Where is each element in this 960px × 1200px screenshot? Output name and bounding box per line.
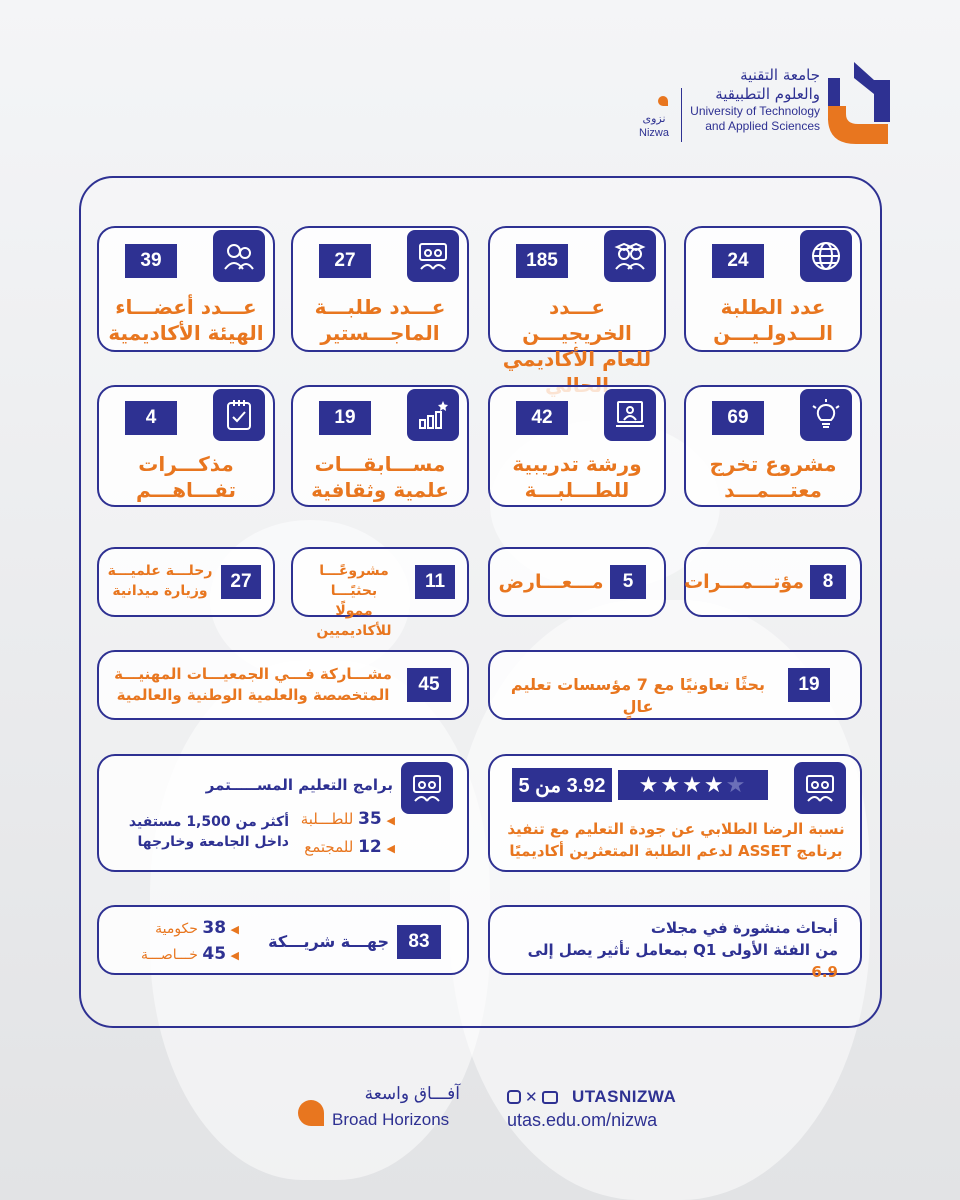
stat-label: رحلـــة علميـــة وزيارة ميدانية (107, 563, 213, 599)
stat-number: 27 (221, 565, 261, 599)
youtube-icon[interactable] (542, 1091, 558, 1104)
slogan-en: Broad Horizons (332, 1110, 450, 1129)
stat-label: مشروع تخرج معتـــمـــد (709, 452, 837, 502)
card-conferences (684, 547, 862, 617)
stat-number: 45 (407, 668, 451, 702)
university-name-en: University of Technology and Applied Sciences (690, 104, 820, 133)
star-icon: ★ (660, 772, 683, 798)
card-masters-students (291, 226, 469, 352)
card-published-research (488, 905, 862, 981)
card-mou (97, 385, 275, 507)
satisfaction-score: 3.92 من 5 (512, 768, 612, 802)
card-exhibitions (488, 547, 666, 617)
star-icon: ★ (725, 772, 748, 798)
satisfaction-text: نسبة الرضا الطلابي عن جودة التعليم مع تنفيذ برنامج ASSET لدعم الطلبة المتعثرين أكاديميًا (507, 820, 845, 860)
x-icon[interactable]: ✕ (525, 1088, 538, 1106)
social-handle[interactable]: UTASNIZWA (572, 1087, 677, 1106)
stat-number: 42 (516, 401, 568, 435)
graduates-icon (604, 230, 656, 282)
arrow-icon: ◀ (386, 814, 395, 827)
continuing-community: ◀ 12 للمجتمع (304, 837, 395, 857)
star-icon: ★ (638, 772, 661, 798)
stat-number: 24 (712, 244, 764, 278)
card-graduation-projects (684, 385, 862, 507)
card-graduates (488, 226, 666, 371)
card-international-students (684, 226, 862, 352)
faculty-icon (213, 230, 265, 282)
continuing-students: ◀ 35 للطـــلبة (300, 809, 395, 829)
stat-number: 19 (788, 668, 830, 702)
slogan-ar: آفـــاق واسعة (364, 1084, 460, 1103)
stat-label: بحثًا تعاونيًا مع 7 مؤسسات تعليم عالٍ (510, 675, 766, 716)
continuing-beneficiaries: أكثر من 1,500 مستفيد داخل الجامعة وخارجها (128, 814, 289, 850)
card-student-satisfaction (488, 754, 862, 872)
partners-government: ◀ 38 حكومية (155, 918, 239, 938)
stat-number: 185 (516, 244, 568, 278)
stat-number: 11 (415, 565, 455, 599)
stat-label: مـــعـــارض (498, 571, 604, 593)
arrow-icon: ◀ (230, 949, 239, 962)
star-rating (618, 770, 768, 800)
instagram-icon[interactable] (507, 1090, 521, 1104)
presentation-icon (604, 389, 656, 441)
university-name-ar: جامعة التقنية والعلوم التطبيقية (715, 66, 820, 103)
continuing-title: برامج التعليم المســـــتمر (205, 776, 393, 794)
arrow-icon: ◀ (230, 923, 239, 936)
stat-number: 27 (319, 244, 371, 278)
chart-star-icon (407, 389, 459, 441)
branch-mark (658, 96, 668, 106)
stat-label: مشروعًـــا بحثيًـــا ممولًا للأكاديميين (316, 563, 392, 639)
card-faculty (97, 226, 275, 352)
stat-number: 39 (125, 244, 177, 278)
card-field-trips (97, 547, 275, 617)
header-divider (681, 88, 682, 142)
stat-number: 69 (712, 401, 764, 435)
stat-label: مشـــاركة فـــي الجمعيـــات المهنيـــة المتخصصة والعلمية الوطنية والعالمية (114, 665, 392, 704)
social-icons (507, 1088, 558, 1106)
stat-number: 5 (610, 565, 646, 599)
card-collaborative-research (488, 650, 862, 720)
partners-label: جهـــة شريـــكة (268, 932, 389, 951)
stat-number: 8 (810, 565, 846, 599)
card-continuing-education (97, 754, 469, 872)
slogan-mark (298, 1100, 324, 1126)
card-training-workshops (488, 385, 666, 507)
students-icon (401, 762, 453, 814)
card-partners (97, 905, 469, 975)
stat-label: عـــدد طلبـــة الماجـــستير (314, 295, 446, 345)
stat-label: مؤتـــمـــرات (684, 571, 804, 593)
stat-number: 4 (125, 401, 177, 435)
partners-private: ◀ 45 خـــاصـــة (141, 944, 239, 964)
notepad-icon (213, 389, 265, 441)
stat-label: مســـابقـــات علمية وثقافية (311, 452, 449, 502)
card-funded-research (291, 547, 469, 639)
stat-label: ورشة تدريبية للطـــلبـــة (512, 452, 642, 502)
students-icon (407, 230, 459, 282)
stat-label: عـــدد الخريجيـــن للعام الأكاديمي (502, 295, 652, 371)
website-url[interactable]: utas.edu.om/nizwa (507, 1110, 658, 1130)
branch-name: نزوى Nizwa (639, 112, 669, 139)
stat-label: عـــدد أعضـــاء الهيئة الأكاديمية (108, 295, 264, 345)
card-professional-associations (97, 650, 469, 720)
stat-label: عدد الطلبة الـــدولـيـــن (713, 295, 833, 345)
research-text: أبحاث منشورة في مجلات من الفئة الأولى Q1 بمعامل تأثير يصل إلى 6.9 (527, 919, 838, 981)
arrow-icon: ◀ (386, 842, 395, 855)
globe-icon (800, 230, 852, 282)
university-logo (826, 60, 892, 146)
star-icon: ★ (703, 772, 726, 798)
stat-number: 19 (319, 401, 371, 435)
stat-number: 83 (397, 925, 441, 959)
card-competitions (291, 385, 469, 507)
stat-label: مذكـــرات تفـــاهـــم (136, 452, 236, 502)
lightbulb-icon (800, 389, 852, 441)
star-icon: ★ (682, 772, 704, 798)
students-icon (794, 762, 846, 814)
